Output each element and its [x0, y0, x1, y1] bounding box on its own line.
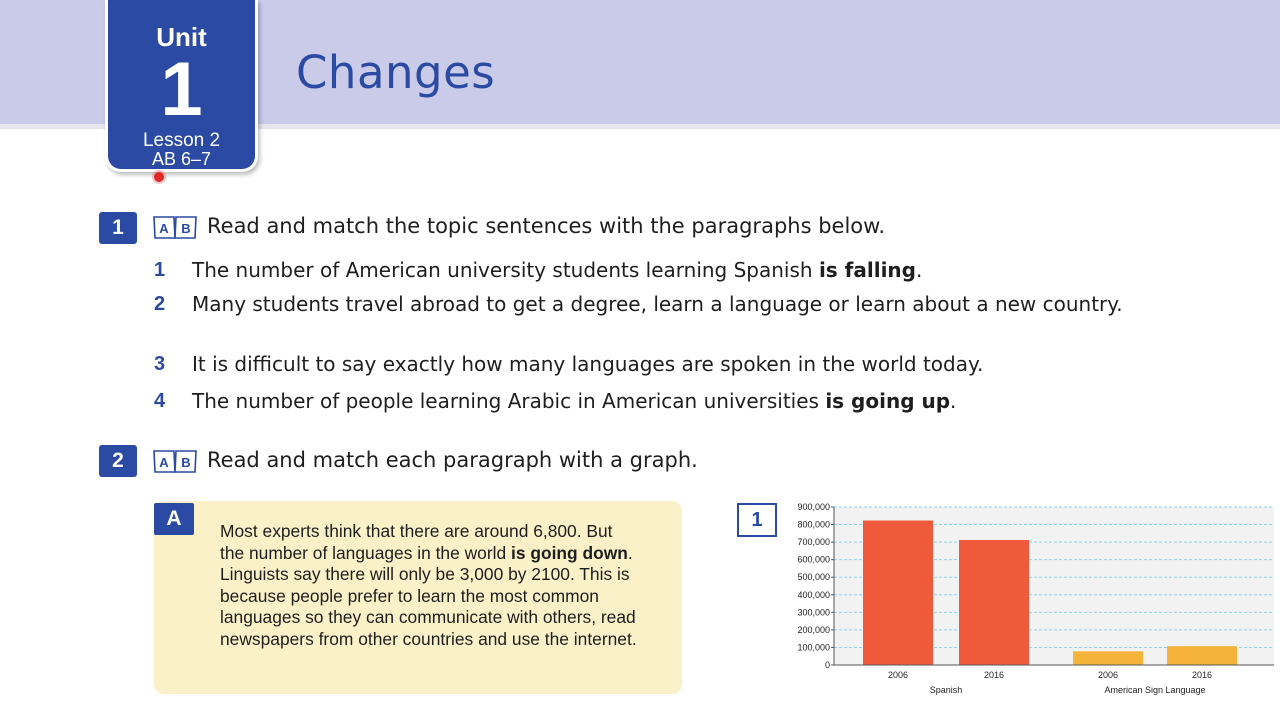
y-tick-label: 0	[824, 660, 830, 670]
list-item-number: 3	[154, 353, 166, 375]
page-title: Changes	[296, 46, 496, 99]
group-label: Spanish	[929, 685, 963, 695]
y-tick-label: 500,000	[797, 572, 830, 583]
list-item: It is difficult to say exactly how many languages are spoken in the world today.	[192, 352, 984, 376]
bar	[959, 540, 1029, 665]
y-tick-label: 300,000	[797, 607, 830, 618]
y-tick-label: 100,000	[797, 642, 830, 653]
unit-number: 1	[160, 47, 203, 132]
bar	[863, 521, 933, 665]
list-item-number: 2	[154, 293, 166, 315]
x-tick-label: 2016	[1191, 670, 1213, 680]
open-book-icon	[152, 447, 198, 475]
paragraph-a-text: Most experts think that there are around 6,800. But the number of languages in the world is going down. Linguists say there will only be 3,000 by 2100. This is because people prefer to learn the most common languages so they can communicate with others, read newspapers from other countries and use the internet.	[220, 521, 637, 649]
group-label: American Sign Language	[1104, 685, 1206, 695]
y-tick-label: 600,000	[797, 554, 830, 565]
book-letter-b: B	[181, 221, 191, 236]
bar	[1073, 651, 1143, 665]
book-letter-a: A	[159, 455, 169, 470]
exercise-2-instruction: Read and match each paragraph with a graph.	[207, 448, 698, 472]
list-item: The number of American university students learning Spanish is falling.	[192, 258, 923, 282]
paragraph-a-letter: A	[154, 503, 194, 535]
list-item-number: 4	[154, 390, 166, 412]
y-tick-label: 200,000	[797, 624, 830, 635]
open-book-icon	[152, 213, 198, 241]
list-item: Many students travel abroad to get a degree, learn a language or learn about a new country.	[192, 292, 1123, 316]
activity-book-pages: AB 6–7	[151, 149, 212, 169]
x-tick-label: 2016	[983, 670, 1005, 680]
bar	[1167, 646, 1237, 665]
y-tick-label: 400,000	[797, 589, 830, 600]
book-letter-a: A	[159, 221, 169, 236]
exercise-2-number: 2	[99, 445, 137, 477]
list-item: The number of people learning Arabic in American universities is going up.	[192, 389, 957, 413]
exercise-1-instruction: Read and match the topic sentences with the paragraphs below.	[207, 214, 886, 238]
book-letter-b: B	[181, 455, 191, 470]
y-tick-label: 800,000	[797, 519, 830, 530]
lesson-label: Lesson 2	[142, 130, 221, 151]
x-tick-label: 2006	[887, 670, 909, 680]
x-tick-label: 2006	[1097, 670, 1119, 680]
bar-chart	[780, 498, 1280, 698]
exercise-1-number: 1	[99, 212, 137, 244]
list-item-number: 1	[154, 259, 166, 281]
y-tick-label: 700,000	[797, 537, 830, 548]
y-tick-label: 900,000	[797, 502, 830, 512]
unit-tab	[105, 0, 258, 172]
unit-word: Unit	[156, 22, 207, 52]
graph-1-label: 1	[737, 503, 777, 537]
cursor-dot-icon	[154, 172, 164, 182]
